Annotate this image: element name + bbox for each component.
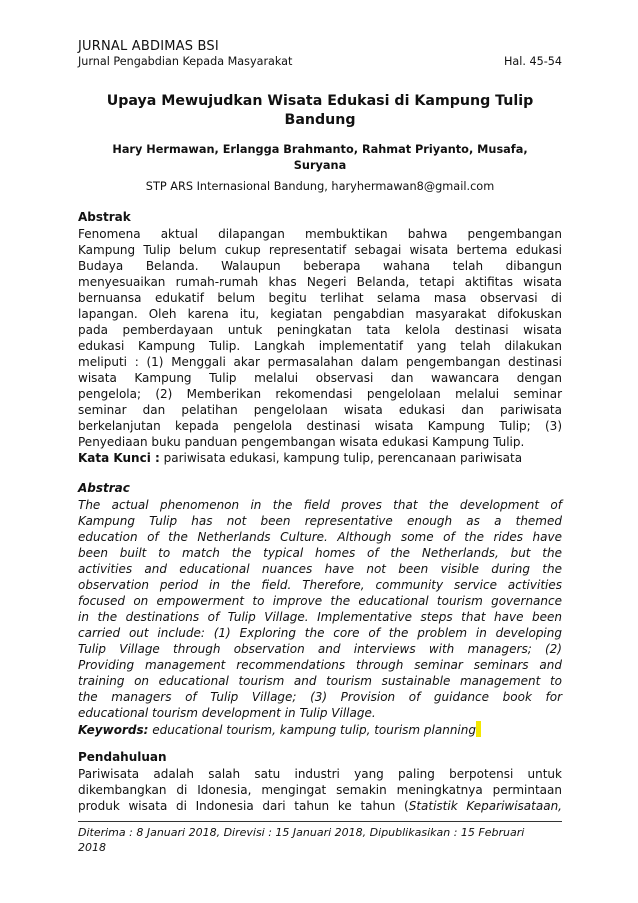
paper-title-line: Upaya Mewujudkan Wisata Edukasi di Kampung Tulip xyxy=(106,93,534,109)
abstract-body xyxy=(78,497,562,721)
abstract-line: carried out include: (1) Exploring the core of the problem in developing xyxy=(78,626,562,640)
keywords-label: Keywords: xyxy=(78,723,149,737)
abstrak-body xyxy=(78,226,562,450)
kata-kunci-label: Kata Kunci : xyxy=(78,451,160,465)
abstrak-line: Kampung Tulip belum cukup representatif sebagai wisata bertema edukasi xyxy=(78,243,562,257)
abstract-line: The actual phenomenon in the field proves that the development of xyxy=(78,498,562,512)
paper-title xyxy=(78,92,562,130)
abstract-line: Tulip Village through observation and interviews with managers; (2) xyxy=(78,642,562,656)
abstrak-line: wisata Kampung Tulip melalui observasi dan wawancara dengan xyxy=(78,371,562,385)
abstract-line: training on educational tourism and tourism sustainable management to xyxy=(78,674,562,688)
abstract-heading: Abstrac xyxy=(78,481,130,495)
abstrak-line: Budaya Belanda. Walaupun beberapa wahana telah dibangun xyxy=(78,259,562,273)
author-list xyxy=(78,142,562,174)
journal-name: JURNAL ABDIMAS BSI xyxy=(78,39,219,54)
kata-kunci-row xyxy=(78,451,522,465)
abstract-line: Kampung Tulip has not been representative enough as a themed xyxy=(78,514,562,528)
paper-title-line: Bandung xyxy=(284,112,356,128)
pendahuluan-line: Pariwisata adalah salah satu industri yang paling berpotensi untuk xyxy=(78,767,562,781)
abstrak-line: bernuansa edukatif belum begitu terlihat selama masa observasi di xyxy=(78,291,562,305)
abstrak-heading: Abstrak xyxy=(78,210,131,224)
footer-line: 2018 xyxy=(78,841,106,854)
abstract-line: educational tourism development in Tulip Village. xyxy=(78,706,376,720)
abstrak-line: pengelola; (2) Memberikan rekomendasi pengelolaan melalui seminar xyxy=(78,387,562,401)
abstract-line: in the destinations of Tulip Village. Implementative steps that have been xyxy=(78,610,562,624)
abstrak-line: lapangan. Oleh karena itu, kegiatan pengabdian masyarakat difokuskan xyxy=(78,307,562,321)
abstract-line: activities and educational nuances have not been visible during the xyxy=(78,562,562,576)
abstrak-line: berkelanjutan kepada pengelola destinasi wisata Kampung Tulip; (3) xyxy=(78,419,562,433)
kata-kunci-values: pariwisata edukasi, kampung tulip, perencanaan pariwisata xyxy=(163,451,523,465)
journal-subtitle: Jurnal Pengabdian Kepada Masyarakat xyxy=(78,55,293,68)
keywords-row xyxy=(78,721,481,737)
abstrak-line: Penyediaan buku panduan pengembangan wisata edukasi Kampung Tulip. xyxy=(78,435,525,449)
abstract-line: focused on empowerment to improve the educational tourism governance xyxy=(78,594,562,608)
keywords-values: educational tourism, kampung tulip, tourism planning xyxy=(152,723,476,737)
abstrak-line: meliputi : (1) Menggali akar permasalahan dalam pengembangan destinasi xyxy=(78,355,562,369)
abstrak-line: menyesuaikan rumah-rumah khas Negeri Belanda, tetapi aktifitas wisata xyxy=(78,275,562,289)
abstract-line: observation period in the field. Therefore, community service activities xyxy=(78,578,562,592)
affiliation: STP ARS Internasional Bandung, haryhermawan8@gmail.com xyxy=(145,180,495,193)
abstrak-line: pada pemberdayaan untuk peningkatan tata kelola destinasi wisata xyxy=(78,323,562,337)
author-line: Suryana xyxy=(293,159,347,172)
abstrak-line: edukasi Kampung Tulip. Langkah implementatif yang telah dilakukan xyxy=(78,339,562,353)
pendahuluan-line xyxy=(78,798,562,814)
abstract-line: education of the Netherlands Culture. Although some of the rides have xyxy=(78,530,562,544)
abstrak-line: Fenomena aktual dilapangan membuktikan bahwa pengembangan xyxy=(78,227,562,241)
abstract-line: the managers of Tulip Village; (3) Provision of guidance book for xyxy=(78,690,562,704)
pendahuluan-heading: Pendahuluan xyxy=(78,750,167,764)
citation-text: Statistik Kepariwisataan, xyxy=(408,799,562,813)
text-highlight-mark xyxy=(476,721,481,737)
footer-line: Diterima : 8 Januari 2018, Direvisi : 15 Januari 2018, Dipublikasikan : 15 Februari xyxy=(78,826,525,839)
footer-dates xyxy=(78,825,562,855)
abstract-line: been built to match the typical homes of the Netherlands, but the xyxy=(78,546,562,560)
page-range: Hal. 45-54 xyxy=(504,55,562,68)
journal-subheader xyxy=(78,55,562,68)
abstrak-line: seminar dan pelatihan pengelolaan wisata edukasi dan pariwisata xyxy=(78,403,562,417)
author-line: Hary Hermawan, Erlangga Brahmanto, Rahmat Priyanto, Musafa, xyxy=(112,143,528,156)
pendahuluan-line: dikembangkan di Idonesia, mengingat semakin meningkatnya permintaan xyxy=(78,783,562,797)
footer-divider xyxy=(78,821,562,822)
pendahuluan-line-text: produk wisata di Indonesia dari tahun ke tahun ( xyxy=(78,799,409,813)
pendahuluan-body xyxy=(78,766,562,814)
abstract-line: Providing management recommendations through seminar seminars and xyxy=(78,658,562,672)
